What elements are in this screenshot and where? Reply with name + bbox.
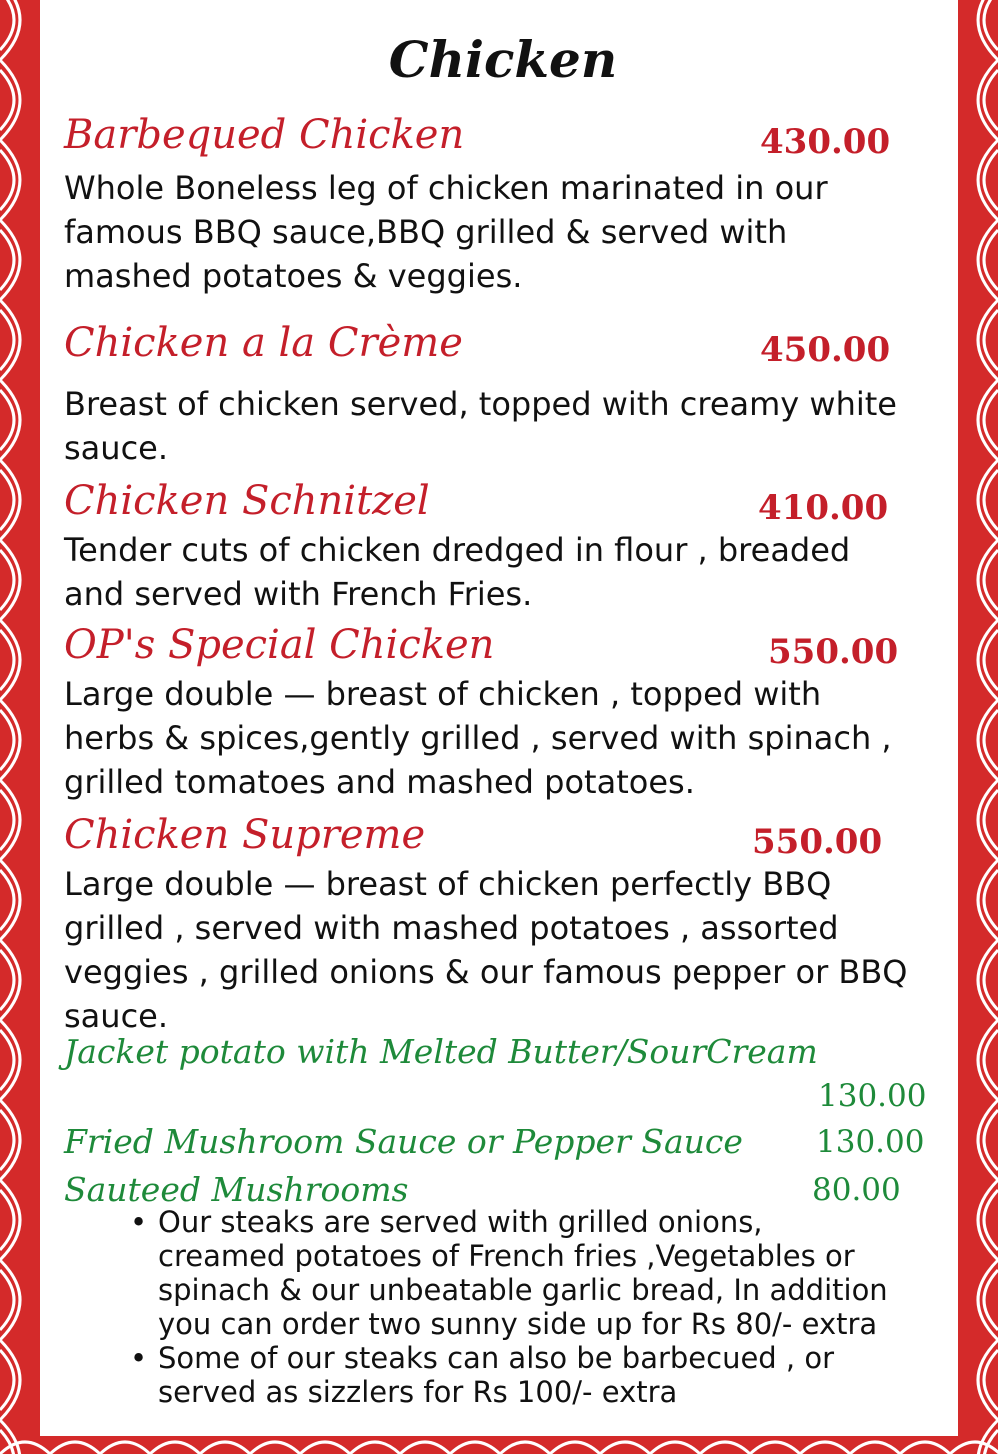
dish-description: Whole Boneless leg of chicken marinated in our famous BBQ sauce,BBQ grilled & served with mashed potatoes & veggies. — [64, 169, 828, 295]
border-arc — [984, 1190, 998, 1250]
border-arc — [250, 1442, 300, 1454]
border-arc — [984, 630, 998, 690]
dish-description: Large double — breast of chicken , topped with herbs & spices,gently grilled , served with spinach , grilled tomatoes and mashed potatoes. — [64, 675, 892, 801]
border-arc — [450, 1442, 500, 1454]
note-item: • Some of our steaks can also be barbecued , or served as sizzlers for Rs 100/- extra — [130, 1341, 835, 1409]
dish-price: 430.00 — [760, 122, 891, 162]
border-arc — [100, 1442, 150, 1454]
border-arc — [200, 1442, 250, 1454]
border-arc — [0, 470, 14, 530]
dish-price: 410.00 — [758, 488, 889, 528]
dish-name: Chicken a la Crème — [64, 320, 463, 366]
border-arc — [984, 1350, 998, 1410]
border-arc — [0, 1030, 14, 1090]
border-arc — [0, 630, 14, 690]
note-item: • Our steaks are served with grilled onions, creamed potatoes of French fries ,Vegetables or spinach & our unbeatable garlic bread, In addition you can order two sunny side up for Rs 80/- extra — [130, 1205, 888, 1341]
side-item-name: Sauteed Mushrooms — [64, 1170, 409, 1209]
side-item-price: 80.00 — [812, 1172, 901, 1208]
dish-name: Barbequed Chicken — [64, 112, 465, 158]
side-item-price: 130.00 — [816, 1124, 925, 1160]
border-arc — [50, 1442, 100, 1454]
side-item-price: 130.00 — [818, 1078, 927, 1114]
dish-name: Chicken Supreme — [64, 812, 426, 858]
section-title: Chicken — [388, 30, 618, 89]
border-arc — [0, 150, 14, 210]
dish-description: Large double — breast of chicken perfectly BBQ grilled , served with mashed potatoes , assorted veggies , grilled onions & our famous pepper or BBQ sauce. — [64, 865, 908, 1035]
border-arc — [850, 1442, 900, 1454]
border-arc — [0, 1190, 14, 1250]
border-arc — [0, 1442, 50, 1454]
side-item-name: Jacket potato with Melted Butter/SourCream — [64, 1032, 818, 1071]
border-arc — [0, 1270, 14, 1330]
border-arc — [150, 1442, 200, 1454]
dish-name: OP's Special Chicken — [64, 622, 495, 668]
dish-price: 550.00 — [768, 632, 899, 672]
border-arc — [984, 870, 998, 930]
bullet-icon: • — [130, 1341, 148, 1375]
border-arc — [984, 790, 998, 850]
border-arc — [984, 550, 998, 610]
border-arc — [984, 310, 998, 370]
border-arc — [0, 230, 14, 290]
bullet-icon: • — [130, 1205, 148, 1239]
border-arc — [0, 790, 14, 850]
border-arc — [0, 550, 14, 610]
border-arc — [984, 710, 998, 770]
border-arc — [984, 1030, 998, 1090]
top-ornament — [410, 0, 590, 10]
dish-name: Chicken Schnitzel — [64, 478, 430, 524]
side-item-name: Fried Mushroom Sauce or Pepper Sauce — [64, 1122, 743, 1161]
border-arc — [950, 1442, 998, 1454]
border-arc — [0, 390, 14, 450]
border-arc — [984, 470, 998, 530]
border-arc — [0, 1350, 14, 1410]
border-arc — [0, 710, 14, 770]
border-arc — [700, 1442, 750, 1454]
border-arc — [600, 1442, 650, 1454]
dish-description: Tender cuts of chicken dredged in flour , breaded and served with French Fries. — [64, 531, 851, 613]
border-arc — [800, 1442, 850, 1454]
border-arc — [984, 230, 998, 290]
dish-description: Breast of chicken served, topped with creamy white sauce. — [64, 385, 897, 467]
border-arc — [0, 870, 14, 930]
border-arc — [984, 1270, 998, 1330]
border-arc — [500, 1442, 550, 1454]
border-arc — [984, 390, 998, 450]
border-arc — [984, 150, 998, 210]
border-arc — [350, 1442, 400, 1454]
border-arc — [0, 1110, 14, 1170]
border-arc — [650, 1442, 700, 1454]
border-arc — [900, 1442, 950, 1454]
border-arc — [0, 1420, 20, 1454]
border-arc — [0, 310, 14, 370]
border-arc — [300, 1442, 350, 1454]
border-arc — [0, 950, 14, 1010]
border-arc — [400, 1442, 450, 1454]
dish-price: 450.00 — [760, 330, 891, 370]
border-arc — [984, 950, 998, 1010]
border-arc — [984, 1110, 998, 1170]
border-arc — [550, 1442, 600, 1454]
border-arc — [750, 1442, 800, 1454]
notes-list — [130, 1205, 950, 1409]
dish-price: 550.00 — [752, 822, 883, 862]
